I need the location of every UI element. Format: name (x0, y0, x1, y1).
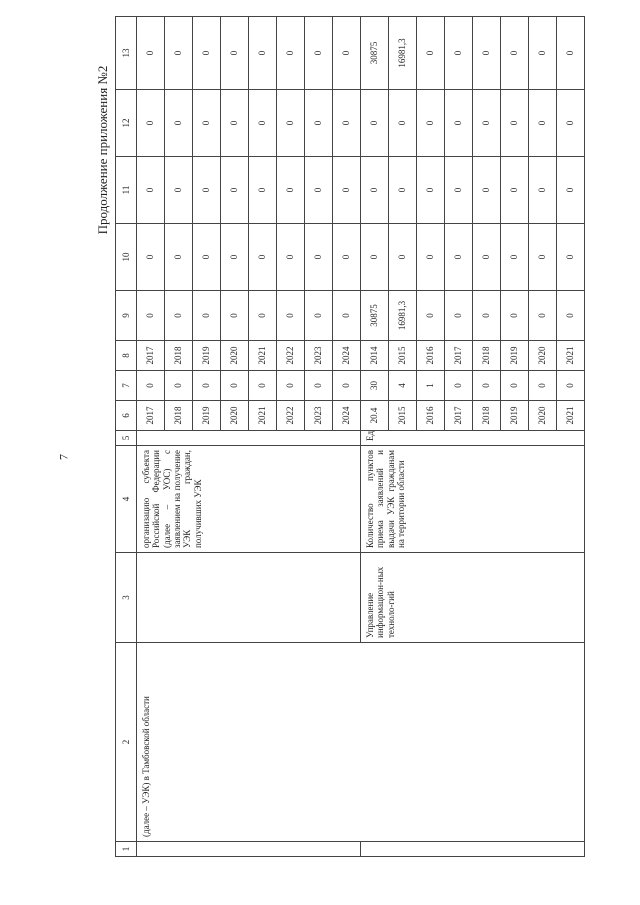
value-cell: 0 (165, 90, 193, 157)
value-cell: 0 (361, 157, 389, 224)
value-cell: 0 (501, 371, 529, 401)
header-cell: 7 (116, 371, 137, 401)
value-cell: 2017 (137, 401, 165, 431)
value-cell: 0 (165, 157, 193, 224)
value-cell: 0 (473, 90, 501, 157)
value-cell: 0 (165, 371, 193, 401)
value-cell: 0 (305, 224, 333, 291)
value-cell: 0 (221, 371, 249, 401)
value-cell: 2019 (501, 341, 529, 371)
value-cell: 0 (137, 371, 165, 401)
value-cell: 0 (249, 157, 277, 224)
number-cell (361, 842, 585, 857)
value-cell: 2021 (557, 401, 585, 431)
value-cell: 0 (193, 17, 221, 90)
value-cell: 0 (221, 90, 249, 157)
value-cell: 0 (557, 90, 585, 157)
value-cell: 0 (389, 90, 417, 157)
value-cell: 0 (473, 224, 501, 291)
value-cell: 0 (249, 90, 277, 157)
executor-cell (137, 553, 361, 643)
value-cell: 0 (277, 157, 305, 224)
value-cell: 1 (417, 371, 445, 401)
value-cell: 2024 (333, 341, 361, 371)
value-cell: 0 (165, 224, 193, 291)
value-cell: 0 (221, 291, 249, 341)
value-cell: 0 (473, 157, 501, 224)
value-cell: 0 (221, 224, 249, 291)
value-cell: 0 (557, 157, 585, 224)
value-cell: 0 (333, 371, 361, 401)
value-cell: 2015 (389, 401, 417, 431)
value-cell: 0 (389, 157, 417, 224)
value-cell: 0 (529, 17, 557, 90)
executor-cell: Управление информацион-ных техноло-гий (361, 553, 585, 643)
value-cell: 16981,3 (389, 291, 417, 341)
value-cell: 0 (361, 224, 389, 291)
value-cell: 0 (249, 17, 277, 90)
value-cell: 0 (249, 371, 277, 401)
value-cell: 2017 (445, 341, 473, 371)
value-cell: 0 (221, 157, 249, 224)
value-cell: 2017 (445, 401, 473, 431)
value-cell: 0 (557, 371, 585, 401)
value-cell: 2022 (277, 341, 305, 371)
value-cell: 2018 (473, 401, 501, 431)
value-cell: 0 (249, 291, 277, 341)
value-cell: 0 (333, 157, 361, 224)
value-cell: 4 (389, 371, 417, 401)
value-cell: 0 (193, 157, 221, 224)
value-cell: 0 (137, 17, 165, 90)
value-cell: 0 (501, 17, 529, 90)
value-cell: 2017 (137, 341, 165, 371)
value-cell: 0 (529, 90, 557, 157)
value-cell: 0 (445, 90, 473, 157)
value-cell: 0 (557, 17, 585, 90)
value-cell: 2023 (305, 401, 333, 431)
value-cell: 2018 (165, 401, 193, 431)
header-cell: 8 (116, 341, 137, 371)
value-cell: 0 (137, 224, 165, 291)
value-cell: 0 (277, 291, 305, 341)
value-cell: 30875 (361, 17, 389, 90)
value-cell: 2014 (361, 341, 389, 371)
value-cell: 0 (529, 291, 557, 341)
header-cell: 2 (116, 643, 137, 842)
value-cell: 0 (417, 224, 445, 291)
data-table-frame (115, 17, 580, 857)
value-cell: 2018 (165, 341, 193, 371)
value-cell: 0 (417, 90, 445, 157)
value-cell: 0 (445, 224, 473, 291)
value-cell: 0 (557, 224, 585, 291)
value-cell: 0 (361, 90, 389, 157)
value-cell: 2016 (417, 401, 445, 431)
value-cell: 0 (305, 90, 333, 157)
data-table (115, 16, 585, 857)
page-number: 7 (56, 454, 71, 460)
value-cell: 30 (361, 371, 389, 401)
value-cell: 0 (277, 371, 305, 401)
value-cell: 0 (417, 291, 445, 341)
header-cell: 6 (116, 401, 137, 431)
header-cell: 10 (116, 224, 137, 291)
number-cell (137, 842, 361, 857)
value-cell: 0 (137, 291, 165, 341)
indicator-cell: организацию субъекта Российской Федерации (далее – УОС) с заявлением на получение УЭК граждан, получивших УЭК (137, 446, 361, 553)
header-cell: 4 (116, 446, 137, 553)
value-cell: 0 (305, 157, 333, 224)
value-cell: 0 (249, 224, 277, 291)
value-cell: 0 (305, 291, 333, 341)
value-cell: 0 (137, 90, 165, 157)
header-cell: 11 (116, 157, 137, 224)
value-cell: 16981,3 (389, 17, 417, 90)
value-cell: 2022 (277, 401, 305, 431)
value-cell: 0 (277, 224, 305, 291)
header-cell: 13 (116, 17, 137, 90)
value-cell: 2020 (221, 341, 249, 371)
value-cell: 0 (221, 17, 249, 90)
value-cell: 0 (333, 90, 361, 157)
value-cell: 20.4 (361, 401, 389, 431)
value-cell: 2019 (193, 401, 221, 431)
value-cell: 0 (501, 157, 529, 224)
value-cell: 0 (193, 291, 221, 341)
value-cell: 0 (473, 291, 501, 341)
value-cell: 0 (193, 371, 221, 401)
header-cell: 5 (116, 431, 137, 446)
value-cell: 2024 (333, 401, 361, 431)
program-name-cell: (далее – УЭК) в Тамбовской области (137, 643, 585, 842)
value-cell: 2020 (529, 341, 557, 371)
value-cell: 0 (557, 291, 585, 341)
value-cell: 30875 (361, 291, 389, 341)
value-cell: 0 (473, 371, 501, 401)
value-cell: 0 (165, 17, 193, 90)
value-cell: 0 (445, 157, 473, 224)
header-row (116, 17, 137, 857)
value-cell: 0 (277, 90, 305, 157)
value-cell: 2018 (473, 341, 501, 371)
header-cell: 3 (116, 553, 137, 643)
value-cell: 0 (305, 371, 333, 401)
value-cell: 2016 (417, 341, 445, 371)
value-cell: 2015 (389, 341, 417, 371)
value-cell: 0 (445, 371, 473, 401)
value-cell: 2019 (193, 341, 221, 371)
value-cell: 2020 (221, 401, 249, 431)
value-cell: 0 (193, 224, 221, 291)
value-cell: 0 (333, 17, 361, 90)
value-cell: 0 (501, 291, 529, 341)
header-cell: 12 (116, 90, 137, 157)
unit-cell (137, 431, 361, 446)
value-cell: 0 (501, 224, 529, 291)
value-cell: 0 (137, 157, 165, 224)
value-cell: 2021 (249, 341, 277, 371)
value-cell: 0 (445, 291, 473, 341)
value-cell: 0 (305, 17, 333, 90)
value-cell: 0 (529, 224, 557, 291)
value-cell: 0 (529, 157, 557, 224)
table-row (137, 17, 165, 857)
value-cell: 0 (193, 90, 221, 157)
value-cell: 0 (529, 371, 557, 401)
value-cell: 0 (333, 291, 361, 341)
value-cell: 0 (473, 17, 501, 90)
value-cell: 0 (417, 17, 445, 90)
value-cell: 0 (277, 17, 305, 90)
value-cell: 0 (501, 90, 529, 157)
value-cell: 2021 (557, 341, 585, 371)
value-cell: 2019 (501, 401, 529, 431)
value-cell: 2023 (305, 341, 333, 371)
indicator-cell: Количество пунктов приема заявлений и выдачи УЭК гражданам на территории области (361, 446, 585, 553)
value-cell: 0 (445, 17, 473, 90)
value-cell: 2020 (529, 401, 557, 431)
header-cell: 1 (116, 842, 137, 857)
value-cell: 0 (333, 224, 361, 291)
value-cell: 2021 (249, 401, 277, 431)
appendix-caption: Продолжение приложения №2 (95, 65, 110, 235)
value-cell: 0 (165, 291, 193, 341)
header-cell: 9 (116, 291, 137, 341)
unit-cell: Ед. (361, 431, 585, 446)
value-cell: 0 (389, 224, 417, 291)
value-cell: 0 (417, 157, 445, 224)
